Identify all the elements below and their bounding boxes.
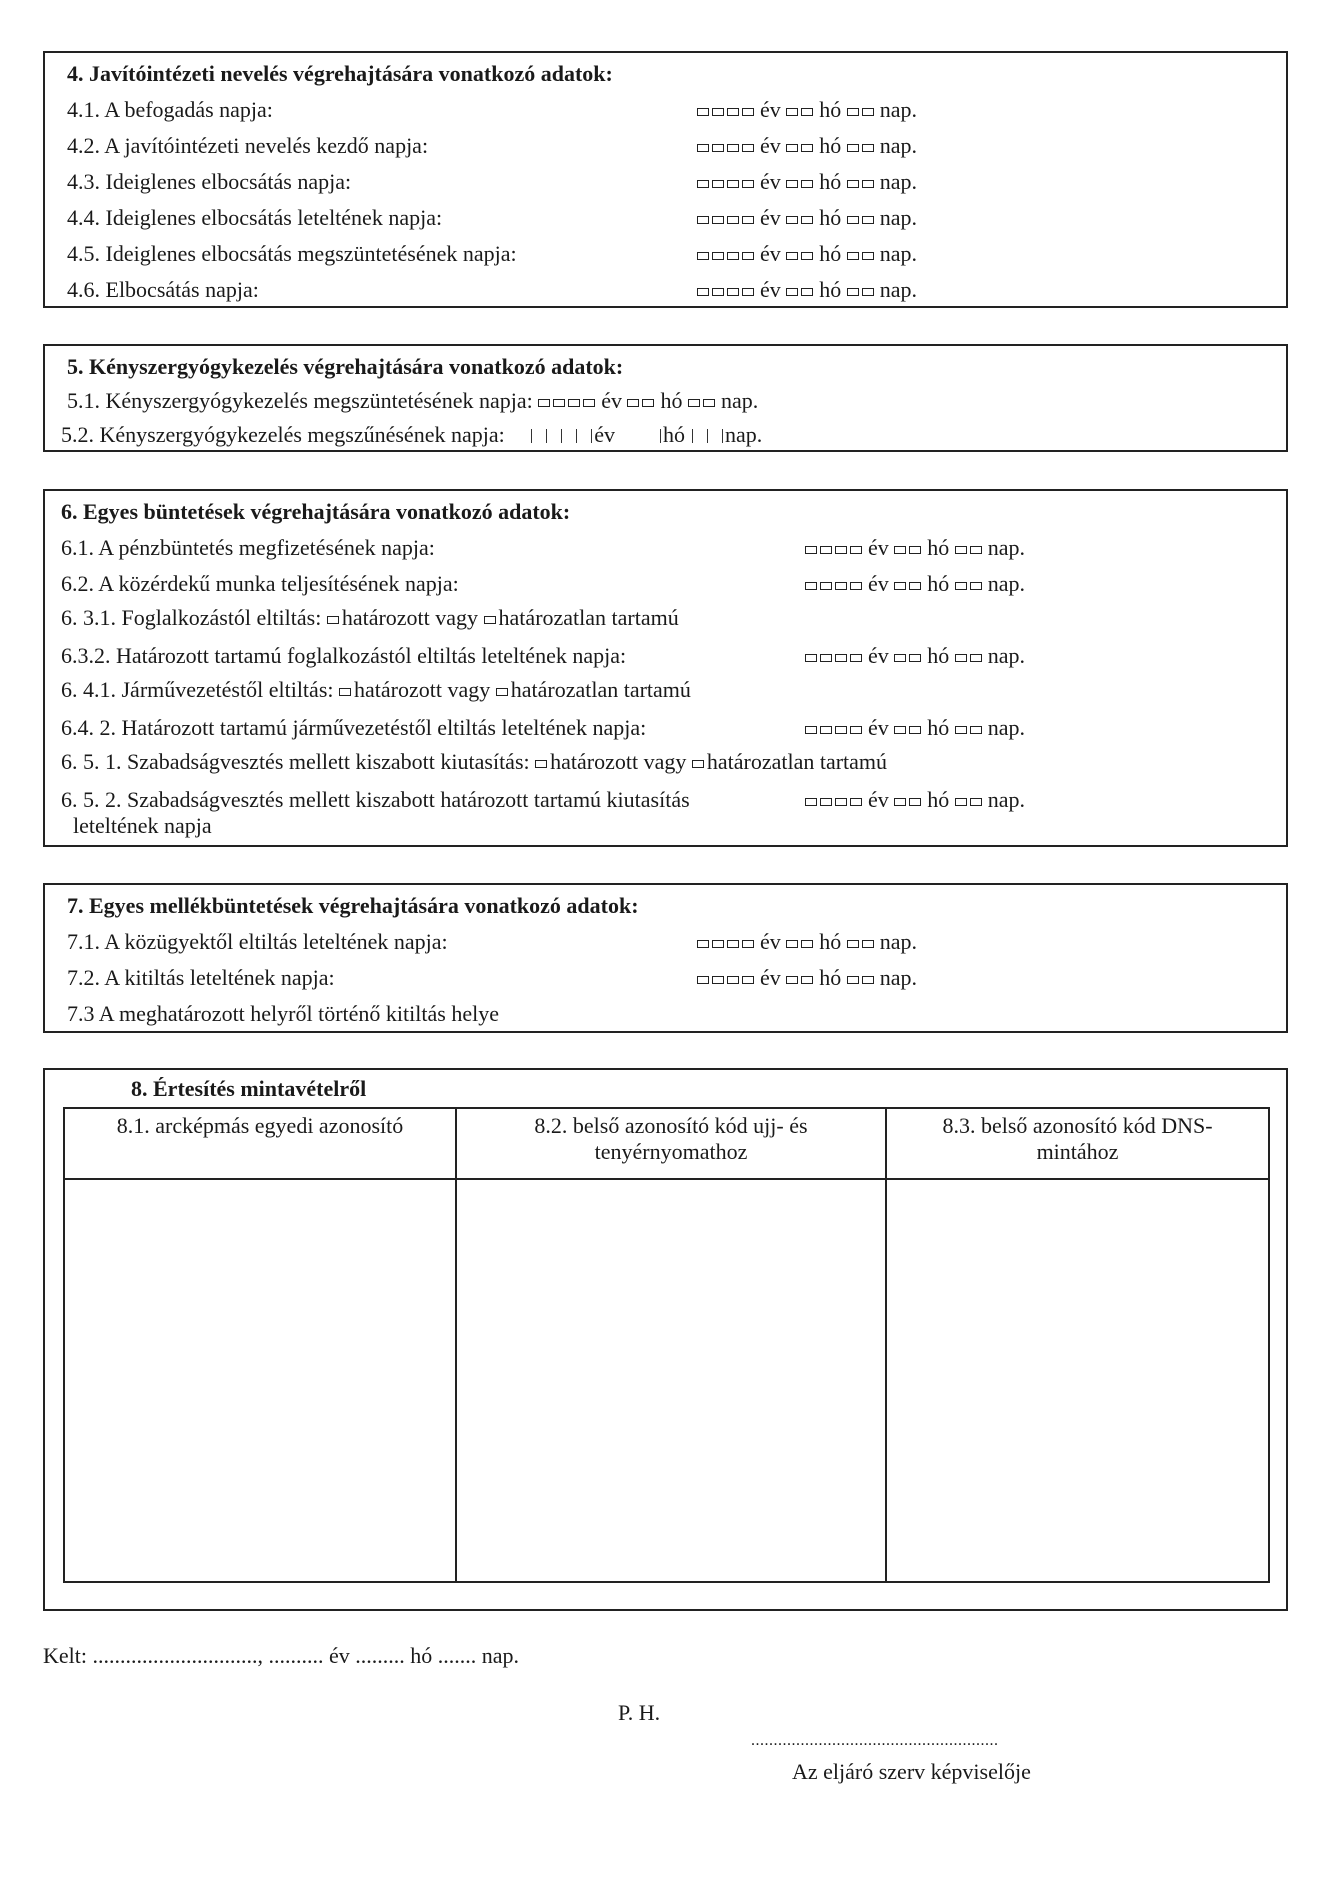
checkbox-6-5-1-determinate[interactable] (535, 760, 547, 768)
label-7-3: 7.3 A meghatározott helyről történő kitiltás helye (67, 1001, 499, 1026)
checkbox-6-4-1-indeterminate[interactable] (496, 688, 508, 696)
section-5-title: 5. Kényszergyógykezelés végrehajtására vonatkozó adatok: (67, 354, 624, 379)
date-4-1[interactable]: év hó nap. (697, 97, 917, 123)
section-5-box (43, 344, 1288, 452)
section-7-box (43, 883, 1288, 1033)
section-6-box (43, 489, 1288, 847)
kelt-line: Kelt: .............................., .......... év ......... hó ....... nap. (43, 1643, 520, 1668)
column-header-fingerprint-code: 8.2. belső azonosító kód ujj- és tenyérnyomathoz (456, 1108, 886, 1179)
label-6-5-2-line2: leteltének napja (73, 813, 212, 838)
label-4-5: 4.5. Ideiglenes elbocsátás megszüntetésének napja: (67, 241, 517, 266)
cell-fingerprint-code[interactable] (456, 1179, 886, 1582)
cell-photo-id[interactable] (64, 1179, 456, 1582)
section-6-title: 6. Egyes büntetések végrehajtására vonatkozó adatok: (61, 499, 571, 524)
date-4-2[interactable]: év hó nap. (697, 133, 917, 159)
checkbox-6-3-1-indeterminate[interactable] (484, 616, 496, 624)
date-ticks-5-2[interactable]: év hó nap. (524, 422, 762, 447)
label-4-4: 4.4. Ideiglenes elbocsátás leteltének napja: (67, 205, 443, 230)
label-4-6: 4.6. Elbocsátás napja: (67, 277, 259, 302)
date-7-2[interactable]: év hó nap. (697, 965, 917, 991)
column-header-dna-code: 8.3. belső azonosító kód DNS-mintához (886, 1108, 1269, 1179)
row-5-2 (61, 422, 762, 448)
label-7-1: 7.1. A közügyektől eltiltás leteltének napja: (67, 929, 448, 954)
section-4-title: 4. Javítóintézeti nevelés végrehajtására vonatkozó adatok: (67, 61, 613, 86)
section-7-title: 7. Egyes mellékbüntetések végrehajtására vonatkozó adatok: (67, 893, 639, 918)
date-boxes-5-1[interactable]: év hó nap. (538, 388, 758, 413)
date-6-5-2[interactable]: év hó nap. (805, 787, 1025, 813)
signature-label: Az eljáró szerv képviselője (792, 1759, 1031, 1784)
signature-line: ....................................................... (751, 1732, 999, 1749)
date-4-5[interactable]: év hó nap. (697, 241, 917, 267)
label-6-1: 6.1. A pénzbüntetés megfizetésének napja: (61, 535, 435, 560)
date-4-3[interactable]: év hó nap. (697, 169, 917, 195)
date-6-2[interactable]: év hó nap. (805, 571, 1025, 597)
label-4-3: 4.3. Ideiglenes elbocsátás napja: (67, 169, 352, 194)
checkbox-6-3-1-determinate[interactable] (327, 616, 339, 624)
cell-dna-code[interactable] (886, 1179, 1269, 1582)
row-6-3-1: 6. 3.1. Foglalkozástól eltiltás: határozott vagy határozatlan tartamú (61, 605, 679, 630)
column-header-photo-id: 8.1. arcképmás egyedi azonosító (64, 1108, 456, 1179)
section-8-box (43, 1068, 1288, 1611)
row-6-5-1: 6. 5. 1. Szabadságvesztés mellett kiszabott kiutasítás: határozott vagy határozatlan tartamú (61, 749, 888, 774)
ph-stamp-placeholder: P. H. (618, 1700, 661, 1725)
label-5-2: 5.2. Kényszergyógykezelés megszűnésének napja: (61, 422, 505, 447)
date-4-6[interactable]: év hó nap. (697, 277, 917, 303)
section-8-title: 8. Értesítés mintavételről (131, 1076, 367, 1101)
row-6-4-1: 6. 4.1. Járművezetéstől eltiltás: határozott vagy határozatlan tartamú (61, 677, 691, 702)
date-6-1[interactable]: év hó nap. (805, 535, 1025, 561)
checkbox-6-4-1-determinate[interactable] (339, 688, 351, 696)
section-4-box (43, 51, 1288, 308)
label-6-2: 6.2. A közérdekű munka teljesítésének napja: (61, 571, 459, 596)
label-7-2: 7.2. A kitiltás leteltének napja: (67, 965, 335, 990)
label-6-4-2: 6.4. 2. Határozott tartamú járművezetéstől eltiltás leteltének napja: (61, 715, 647, 740)
date-6-3-2[interactable]: év hó nap. (805, 643, 1025, 669)
label-5-1: 5.1. Kényszergyógykezelés megszüntetésének napja: (67, 388, 533, 413)
checkbox-6-5-1-indeterminate[interactable] (692, 760, 704, 768)
label-6-5-2-line1: 6. 5. 2. Szabadságvesztés mellett kiszabott határozott tartamú kiutasítás (61, 787, 690, 812)
label-4-2: 4.2. A javítóintézeti nevelés kezdő napja: (67, 133, 429, 158)
sample-table (63, 1107, 1270, 1583)
date-4-4[interactable]: év hó nap. (697, 205, 917, 231)
label-6-3-2: 6.3.2. Határozott tartamú foglalkozástól eltiltás leteltének napja: (61, 643, 627, 668)
label-4-1: 4.1. A befogadás napja: (67, 97, 273, 122)
date-6-4-2[interactable]: év hó nap. (805, 715, 1025, 741)
row-5-1 (67, 388, 758, 414)
date-7-1[interactable]: év hó nap. (697, 929, 917, 955)
